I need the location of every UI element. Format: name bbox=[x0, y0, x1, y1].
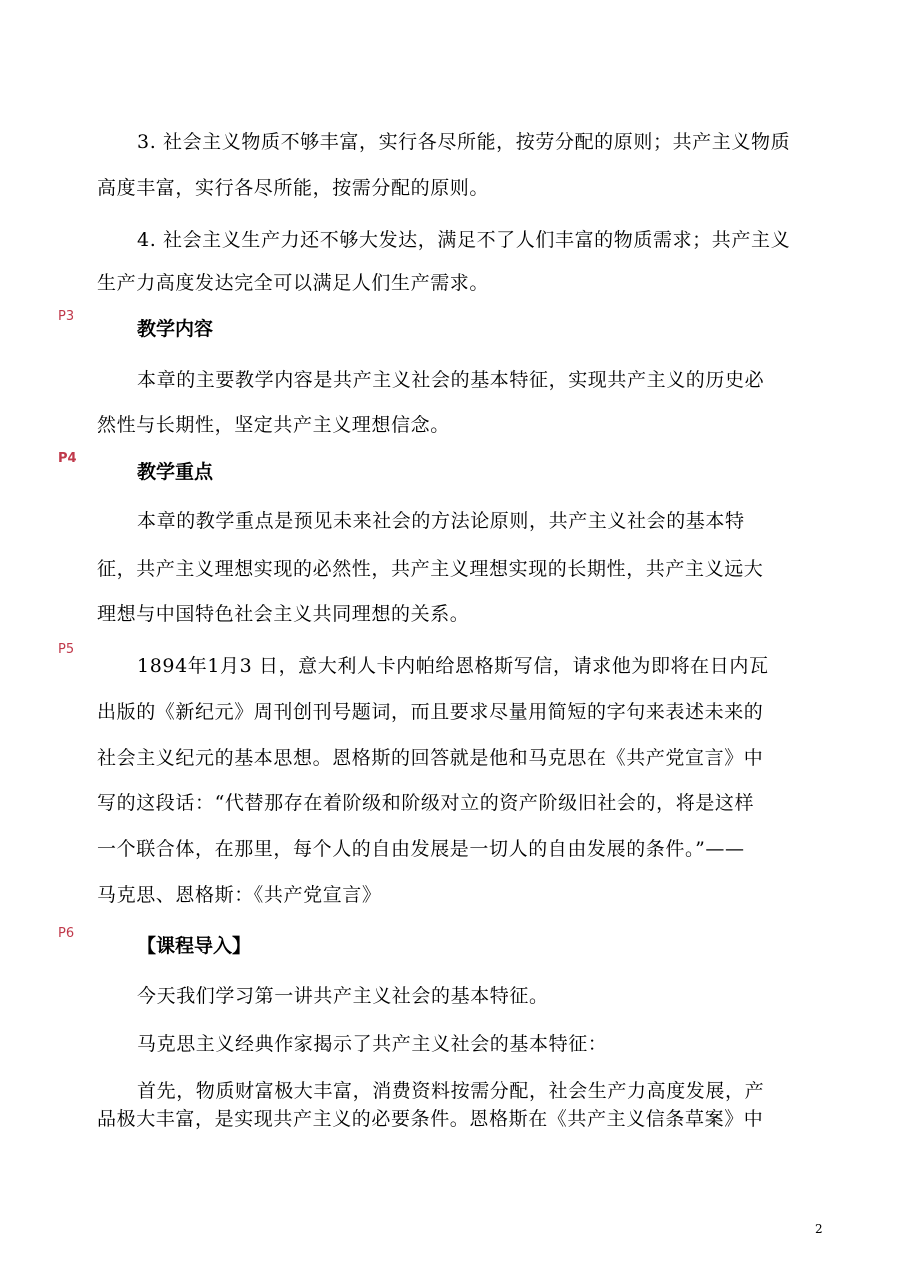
paragraph-line: 理想与中国特色社会主义共同理想的关系。 bbox=[97, 603, 470, 625]
slide-marker-p5: P5 bbox=[58, 642, 75, 657]
paragraph-line: 征，共产主义理想实现的必然性，共产主义理想实现的长期性，共产主义远大 bbox=[97, 558, 764, 580]
paragraph-line: 本章的主要教学内容是共产主义社会的基本特征，实现共产主义的历史必 bbox=[137, 369, 765, 391]
paragraph-line: 生产力高度发达完全可以满足人们生产需求。 bbox=[97, 272, 490, 294]
slide-marker-p4: P4 bbox=[58, 451, 77, 466]
paragraph-line: 3. 社会主义物质不够丰富，实行各尽所能，按劳分配的原则；共产主义物质 bbox=[137, 131, 791, 153]
heading-course-intro: 【课程导入】 bbox=[137, 935, 252, 957]
paragraph-line: 社会主义纪元的基本思想。恩格斯的回答就是他和马克思在《共产党宣言》中 bbox=[97, 747, 764, 769]
slide-marker-p3: P3 bbox=[58, 309, 75, 324]
paragraph-line: 4. 社会主义生产力还不够大发达，满足不了人们丰富的物质需求；共产主义 bbox=[137, 229, 791, 251]
heading-teaching-content: 教学内容 bbox=[137, 318, 214, 340]
paragraph-line: 出版的《新纪元》周刊创刊号题词，而且要求尽量用简短的字句来表述未来的 bbox=[97, 701, 764, 723]
paragraph-line: 1894年1月3 日，意大利人卡内帕给恩格斯写信，请求他为即将在日内瓦 bbox=[137, 655, 769, 677]
heading-teaching-focus: 教学重点 bbox=[137, 461, 214, 483]
page-number: 2 bbox=[815, 1222, 823, 1236]
paragraph-line: 今天我们学习第一讲共产主义社会的基本特征。 bbox=[137, 985, 549, 1007]
paragraph-line: 高度丰富，实行各尽所能，按需分配的原则。 bbox=[97, 177, 490, 199]
paragraph-line: 品极大丰富，是实现共产主义的必要条件。恩格斯在《共产主义信条草案》中 bbox=[97, 1108, 764, 1130]
paragraph-line: 然性与长期性，坚定共产主义理想信念。 bbox=[97, 414, 450, 436]
paragraph-line: 马克思主义经典作家揭示了共产主义社会的基本特征： bbox=[137, 1033, 608, 1055]
paragraph-line: 一个联合体，在那里，每个人的自由发展是一切人的自由发展的条件。”—— bbox=[97, 838, 745, 860]
paragraph-line: 首先，物质财富极大丰富，消费资料按需分配，社会生产力高度发展，产 bbox=[137, 1080, 765, 1102]
paragraph-line: 本章的教学重点是预见未来社会的方法论原则，共产主义社会的基本特 bbox=[137, 510, 745, 532]
paragraph-line: 写的这段话：“代替那存在着阶级和阶级对立的资产阶级旧社会的，将是这样 bbox=[97, 792, 755, 814]
paragraph-line: 马克思、恩格斯：《共产党宣言》 bbox=[97, 884, 382, 906]
slide-marker-p6: P6 bbox=[58, 926, 75, 941]
